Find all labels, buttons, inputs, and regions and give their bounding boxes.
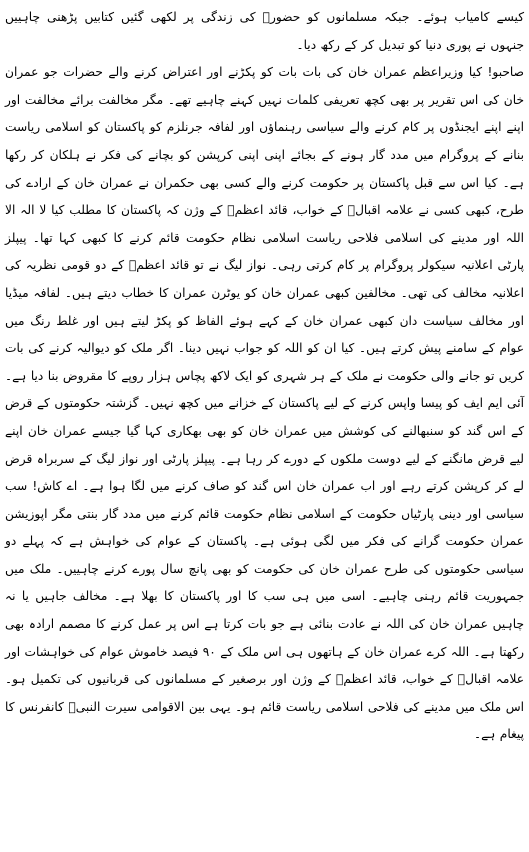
article-paragraph-main: صاحبو! کیا وزیراعظم عمران خان کی بات بات کو پکڑنے اور اعتراض کرنے والے حضرات جو عمران خان کی اس تقریر پر بھی کچھ تعریفی کلمات نہیں کہنے چاہیے تھے۔ مگر مخالفت برائے مخالفت اور اپنے اپنے ایجنڈوں پر کام کرنے والے سیاسی رہنماؤں اور لفافہ جرنلزم کو پاکستان کو اسلامی ریاست بنانے کے پروگرام میں مدد گار ہونے کے بجائے اپنی اپنی کرپشن کو بچانے کی فکر نے ہلکان کر رکھا ہے۔ کیا اس سے قبل پاکستان پر حکومت کرنے والے کسی بھی حکمران نے عمران خان کے ارادے کی طرح، کبھی کسی نے علامہ اقبالؒ کے خواب، قائد اعظمؒ کے وژن کہ پاکستان کا مطلب کیا لا الہ الا اللہ اور مدینے کی اسلامی فلاحی ریاست اسلامی نظام حکومت قائم کرنے کا کبھی کہا تھا۔ پیپلز پارٹی اعلانیہ سیکولر پروگرام پر کام کرتی رہی۔ نواز لیگ نے تو قائد اعظمؒ کے دو قومی نظریہ کی اعلانیہ مخالف کی تھی۔ مخالفین کبھی عمران خان کو یوٹرن عمران کا خطاب دیتے ہیں۔ لفافہ میڈیا اور مخالف سیاست دان کبھی عمران خان کے کہے ہوئے الفاظ کو پکڑ لیتے ہیں اور غلط رنگ میں عوام کے سامنے پیش کرتے ہیں۔ کیا ان کو اللہ کو جواب نہیں دینا۔ اگر ملک کو دیوالیہ کرنے کی بات کریں تو جانے والی حکومت نے ملک کے ہر شہری کو ایک لاکھ پچاس ہزار روپے کا مقروض بنا دیا ہے۔ آئی ایم ایف کو پیسا واپس کرنے کے لیے پاکستان کے خزانے میں کچھ نہیں۔ گزشتہ حکومتوں کے قرض کے اس گند کو سنبھالنے کی کوشش میں عمران خان کو بھی بھکاری کہا گیا جیسے عمران خان اپنے لیے قرض مانگنے کے لیے دوست ملکوں کے دورے کر رہا ہے۔ پیپلز پارٹی اور نواز لیگ کے سربراہ قرض لے کر کرپشن کرتے رہے اور اب عمران خان اس گند کو صاف کرنے میں لگا ہوا ہے۔ اے کاش! سب سیاسی اور دینی پارٹیاں حکومت کے اسلامی نظام حکومت قائم کرنے میں مدد گار بنتی مگر اپوزیشن عمران حکومت گرانے کی فکر میں لگی ہوئی ہے۔ پاکستان کے عوام کی خواہش ہے کہ پہلے دو سیاسی حکومتوں کی طرح عمران خان کی حکومت کو بھی پانچ سال پورے کرنے چاہییں۔ ملک میں جمہوریت قائم رہنی چاہیے۔ اسی میں ہی سب کا اور پاکستان کا بھلا ہے۔ مخالف جاہیں یا نہ چاہیں عمران خان کی اللہ نے عادت بنائی ہے جو بات کرتا ہے اس پر عمل کرنے کا مصمم ارادہ بھی رکھتا ہے۔ اللہ کرے عمران خان کے ہاتھوں ہی اس ملک کے ۹۰ فیصد خاموش عوام کی خواہشات اور علامہ اقبالؒ کے خواب، قائد اعظمؒ کے وژن اور برصغیر کے مسلمانوں کی قربانیوں کی تکمیل ہو۔ اس ملک میں مدینے کی فلاحی اسلامی ریاست قائم ہو۔ یہی بین الاقوامی سیرت النبیؐ کانفرنس کا پیغام ہے۔ [5, 65, 524, 742]
article-paragraph-intro: کیسے کامیاب ہوئے۔ جبکہ مسلمانوں کو حضورؐ کی زندگی پر لکھی گئیں کتابیں پڑھنی چاہییں جنہوں نے پوری دنیا کو تبدیل کر کے رکھ دیا۔ [5, 10, 524, 52]
